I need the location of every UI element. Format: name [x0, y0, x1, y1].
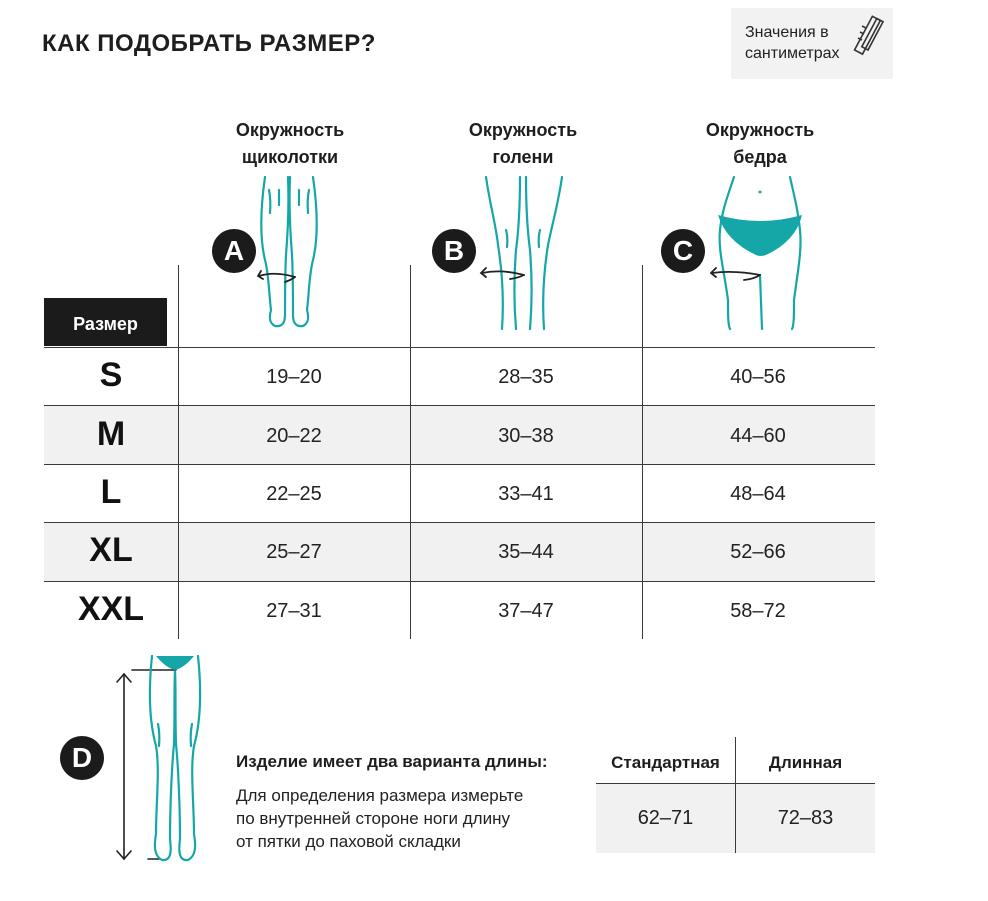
cell-l-calf: 33–41 [498, 483, 554, 505]
hip-illustration [710, 175, 810, 331]
hip-shorts-shape [718, 215, 802, 256]
length-description-line2: по внутренней стороне ноги длину [236, 809, 510, 828]
ankle-legs-illustration [255, 175, 325, 331]
size-label-xxl: XXL [77, 590, 145, 628]
size-label-xl: XL [89, 531, 133, 569]
length-title: Изделие имеет два варианта длины: [236, 752, 548, 771]
cell-xxl-hip: 58–72 [730, 600, 786, 622]
divider-horizontal-5 [44, 581, 875, 582]
cell-m-hip: 44–60 [730, 425, 786, 447]
divider-horizontal-2 [44, 405, 875, 406]
size-label-s: S [99, 356, 123, 394]
column-header-calf [438, 117, 608, 171]
divider-horizontal-4 [44, 522, 875, 523]
length-description-line1: Для определения размера измерьте [236, 786, 524, 805]
badge-b: B [432, 229, 476, 273]
column-header-hip-line2: бедра [733, 147, 787, 167]
length-value-long: 72–83 [777, 807, 834, 829]
column-header-ankle-line1: Окружность [235, 120, 345, 140]
divider-vertical-1 [178, 265, 179, 639]
divider-vertical-3 [642, 265, 643, 639]
cell-l-hip: 48–64 [730, 483, 786, 505]
column-header-ankle [205, 117, 375, 171]
length-value-standard: 62–71 [637, 807, 694, 829]
ruler-pencil-icon [853, 14, 887, 58]
length-description-line3: от пятки до паховой складки [236, 832, 461, 851]
calf-legs-illustration [478, 175, 568, 331]
divider-horizontal-1 [44, 347, 875, 348]
badge-d: D [60, 736, 104, 780]
cell-s-calf: 28–35 [498, 366, 554, 388]
units-note-text: Значения в сантиметрах [745, 24, 840, 62]
cell-xxl-calf: 37–47 [498, 600, 554, 622]
cell-xl-hip: 52–66 [730, 541, 786, 563]
length-column-standard: Стандартная [611, 753, 720, 772]
size-header-tab: Размер [44, 298, 167, 346]
cell-m-calf: 30–38 [498, 425, 554, 447]
column-header-calf-line2: голени [492, 147, 554, 167]
inseam-shorts-shape [156, 656, 194, 670]
badge-c: C [661, 229, 705, 273]
length-description [236, 784, 586, 853]
units-note [731, 8, 893, 79]
cell-s-hip: 40–56 [730, 366, 786, 388]
cell-xl-ankle: 25–27 [266, 541, 322, 563]
cell-s-ankle: 19–20 [266, 366, 322, 388]
cell-xl-calf: 35–44 [498, 541, 554, 563]
cell-xxl-ankle: 27–31 [266, 600, 322, 622]
length-column-long: Длинная [768, 753, 843, 772]
badge-a: A [212, 229, 256, 273]
divider-vertical-2 [410, 265, 411, 639]
divider-horizontal-3 [44, 464, 875, 465]
size-label-m: M [96, 415, 126, 453]
column-header-ankle-line2: щиколотки [241, 147, 339, 167]
page-title: КАК ПОДОБРАТЬ РАЗМЕР? [42, 30, 376, 57]
column-header-hip [675, 117, 845, 171]
column-header-hip-line1: Окружность [705, 120, 815, 140]
cell-m-ankle: 20–22 [266, 425, 322, 447]
cell-l-ankle: 22–25 [266, 483, 322, 505]
column-header-calf-line1: Окружность [468, 120, 578, 140]
inseam-legs-illustration [108, 654, 224, 866]
size-label-l: L [100, 473, 122, 511]
